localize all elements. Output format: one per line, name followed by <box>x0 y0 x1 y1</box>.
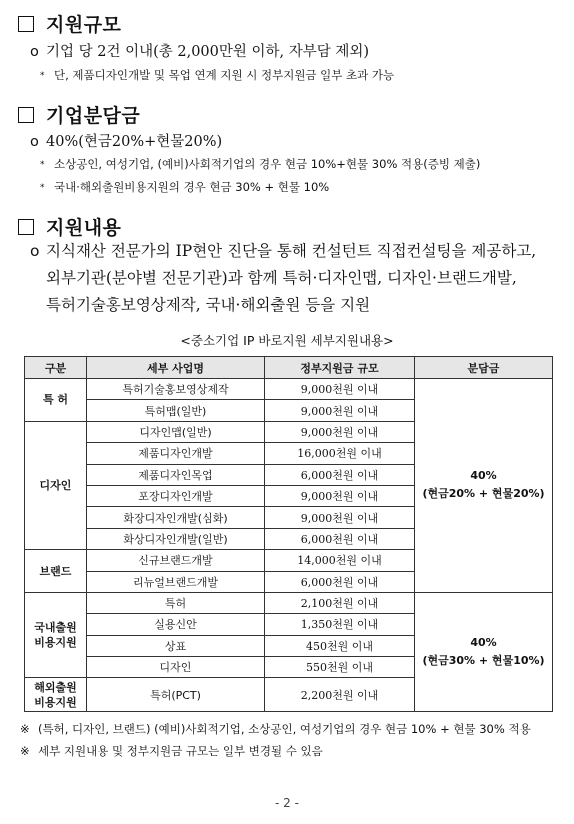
table-header-row <box>25 357 553 379</box>
header-category: 구분 <box>25 357 87 379</box>
section-title-support-scale <box>18 10 121 37</box>
paragraph-line: 특허기술홍보영상제작, 국내·해외출원 등을 지원 <box>46 296 371 314</box>
program-name: 화장디자인개발(심화) <box>87 507 265 528</box>
bullet-o: o <box>30 242 40 260</box>
company-share-note-2 <box>40 179 329 195</box>
company-share-text: 40%(현금20%+현물20%) <box>46 134 223 150</box>
program-name: 신규브랜드개발 <box>87 550 265 571</box>
category-line: 해외출원 <box>34 680 77 694</box>
gov-amount: 9,000천원 이내 <box>265 507 415 528</box>
category-line: 비용지원 <box>34 636 77 650</box>
support-detail-table <box>24 356 553 712</box>
table-row <box>25 379 553 400</box>
gov-amount: 16,000천원 이내 <box>265 443 415 464</box>
header-share: 분담금 <box>415 357 553 379</box>
note-star: * <box>40 160 45 170</box>
program-name: 특허(PCT) <box>87 678 265 712</box>
gov-amount: 14,000천원 이내 <box>265 550 415 571</box>
share-detail: (현금20% + 현물20%) <box>422 487 545 501</box>
support-content-paragraph <box>30 238 555 319</box>
reference-mark: ※ <box>20 722 30 736</box>
share-cell-filing <box>415 592 553 712</box>
gov-amount: 6,000천원 이내 <box>265 571 415 592</box>
program-name: 실용신안 <box>87 614 265 635</box>
program-name: 화상디자인개발(일반) <box>87 528 265 549</box>
category-overseas-filing <box>25 678 87 712</box>
section-title-support-content <box>18 213 121 240</box>
note-text: 국내·해외출원비용지원의 경우 현금 30% + 현물 10% <box>54 180 330 194</box>
gov-amount: 6,000천원 이내 <box>265 464 415 485</box>
checkbox-square-icon <box>18 107 34 123</box>
paragraph-line: 외부기관(분야별 전문기관)과 함께 특허·디자인맵, 디자인·브랜드개발, <box>46 269 517 287</box>
note-star: * <box>40 183 45 193</box>
footnote-text: (특허, 디자인, 브랜드) (예비)사회적기업, 소상공인, 여성기업의 경우 현금 10% + 현물 30% 적용 <box>38 722 531 736</box>
gov-amount: 9,000천원 이내 <box>265 421 415 442</box>
share-percent: 40% <box>470 469 497 483</box>
support-scale-text: 기업 당 2건 이내(총 2,000만원 이하, 자부담 제외) <box>46 44 370 60</box>
program-name: 디자인 <box>87 657 265 678</box>
checkbox-square-icon <box>18 219 34 235</box>
support-scale-main <box>30 40 369 61</box>
gov-amount: 9,000천원 이내 <box>265 400 415 421</box>
program-name: 특허 <box>87 592 265 613</box>
program-name: 상표 <box>87 635 265 656</box>
note-text: 소상공인, 여성기업, (예비)사회적기업의 경우 현금 10%+현물 30% 적용(증빙 제출) <box>54 157 481 171</box>
note-star: * <box>40 71 45 81</box>
footnote-1 <box>20 721 531 737</box>
section-title-text: 지원내용 <box>46 217 122 239</box>
section-title-text: 기업분담금 <box>46 105 141 127</box>
program-name: 리뉴얼브랜드개발 <box>87 571 265 592</box>
footnote-text: 세부 지원내용 및 정부지원금 규모는 일부 변경될 수 있음 <box>38 744 323 758</box>
category-design: 디자인 <box>25 421 87 549</box>
gov-amount: 550천원 이내 <box>265 657 415 678</box>
program-name: 포장디자인개발 <box>87 485 265 506</box>
category-brand: 브랜드 <box>25 550 87 593</box>
gov-amount: 2,200천원 이내 <box>265 678 415 712</box>
company-share-note-1 <box>40 156 480 172</box>
header-gov-amount: 정부지원금 규모 <box>265 357 415 379</box>
share-cell-general <box>415 379 553 593</box>
table-row <box>25 592 553 613</box>
category-line: 비용지원 <box>34 695 77 709</box>
program-name: 디자인맵(일반) <box>87 421 265 442</box>
footnote-2 <box>20 743 323 759</box>
note-text: 단, 제품디자인개발 및 목업 연계 지원 시 정부지원금 일부 초과 가능 <box>54 68 395 82</box>
page-number: - 2 - <box>275 796 299 810</box>
bullet-o: o <box>30 134 39 150</box>
support-scale-note <box>40 67 394 83</box>
gov-amount: 6,000천원 이내 <box>265 528 415 549</box>
program-name: 제품디자인목업 <box>87 464 265 485</box>
program-name: 특허맵(일반) <box>87 400 265 421</box>
company-share-main <box>30 130 222 151</box>
checkbox-square-icon <box>18 16 34 32</box>
reference-mark: ※ <box>20 744 30 758</box>
share-detail: (현금30% + 현물10%) <box>422 654 545 668</box>
share-percent: 40% <box>470 636 497 650</box>
category-domestic-filing <box>25 592 87 678</box>
section-title-text: 지원규모 <box>46 14 122 36</box>
program-name: 제품디자인개발 <box>87 443 265 464</box>
program-name: 특허기술홍보영상제작 <box>87 379 265 400</box>
section-title-company-share <box>18 101 140 128</box>
gov-amount: 2,100천원 이내 <box>265 592 415 613</box>
paragraph-line: 지식재산 전문가의 IP현안 진단을 통해 컨설턴트 직접컨설팅을 제공하고, <box>46 242 537 260</box>
gov-amount: 9,000천원 이내 <box>265 485 415 506</box>
category-line: 국내출원 <box>34 621 77 635</box>
gov-amount: 450천원 이내 <box>265 635 415 656</box>
gov-amount: 9,000천원 이내 <box>265 379 415 400</box>
category-patent: 특 허 <box>25 379 87 422</box>
bullet-o: o <box>30 44 39 60</box>
header-program: 세부 사업명 <box>87 357 265 379</box>
table-caption: <중소기업 IP 바로지원 세부지원내용> <box>180 333 394 348</box>
gov-amount: 1,350천원 이내 <box>265 614 415 635</box>
